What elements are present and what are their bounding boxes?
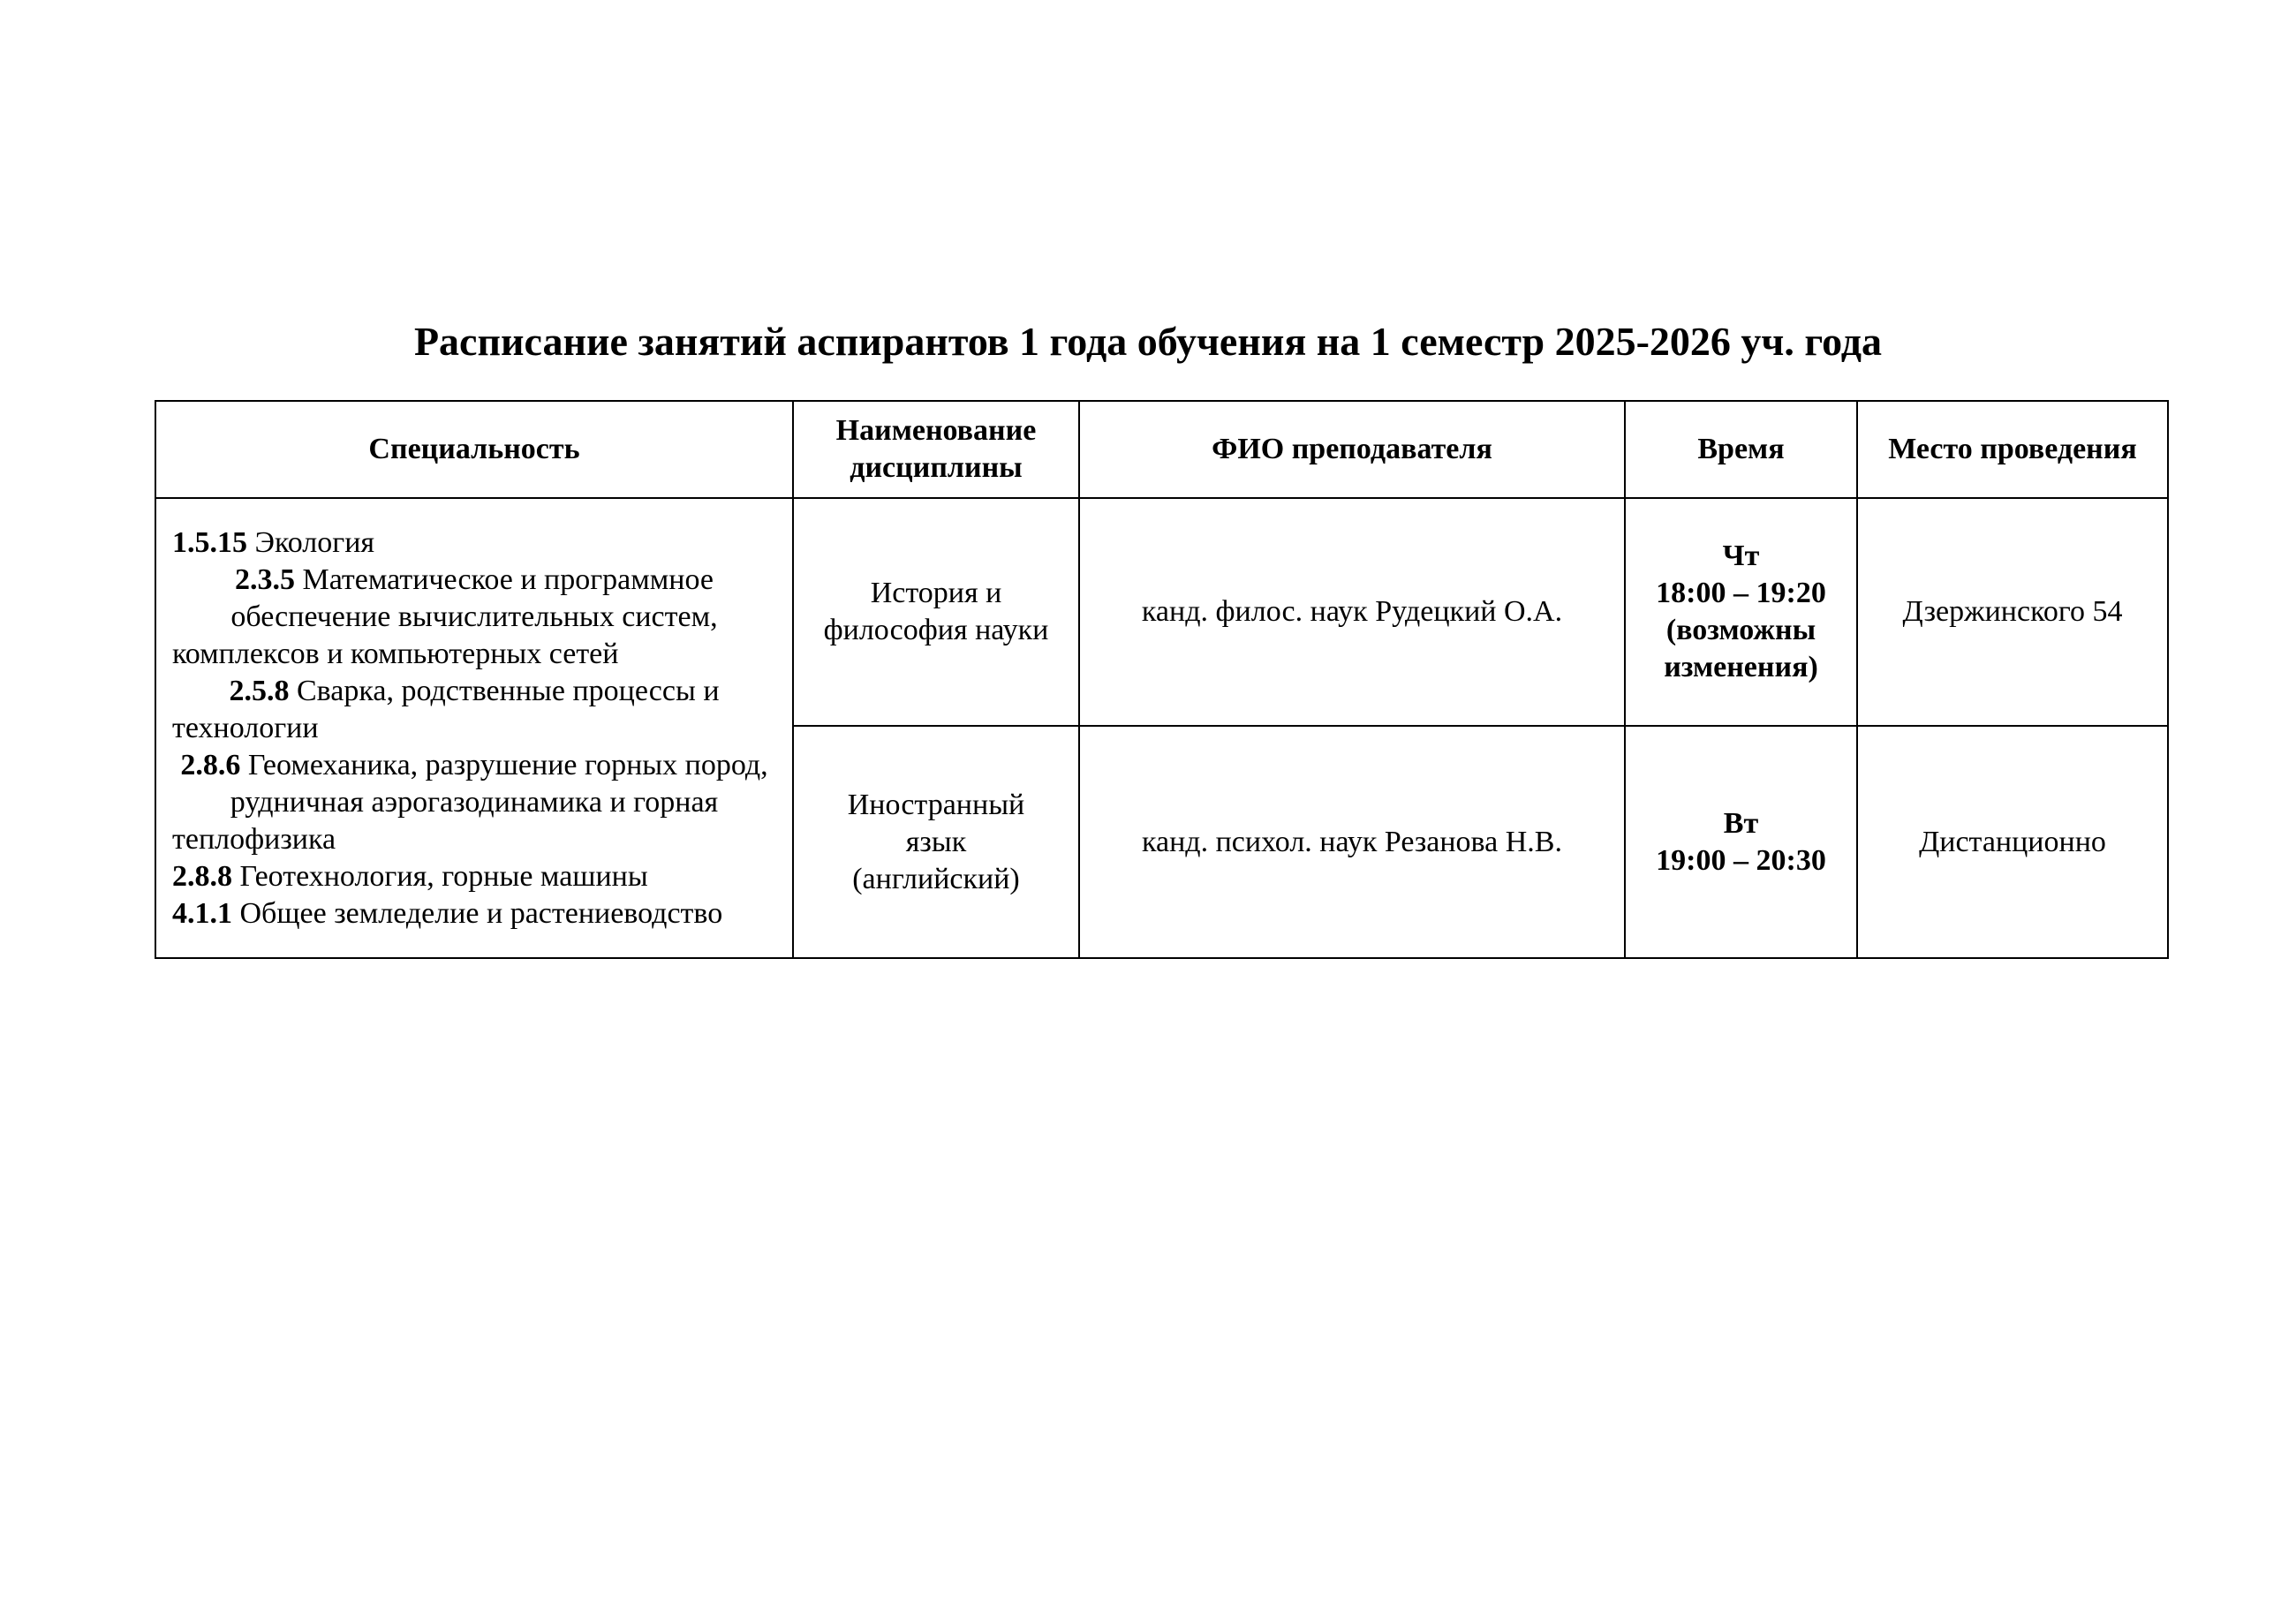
time-day: Чт xyxy=(1722,540,1760,572)
header-place: Место проведения xyxy=(1857,401,2168,498)
specialty-code: 2.3.5 xyxy=(234,562,295,596)
header-row xyxy=(155,401,2168,498)
time-cell xyxy=(1625,726,1857,958)
specialty-item xyxy=(172,562,776,673)
header-discipline-line1: Наименование xyxy=(835,414,1037,447)
specialty-item xyxy=(172,858,776,895)
discipline-line: История и xyxy=(870,577,1002,609)
specialty-name: Геотехнология, горные машины xyxy=(239,859,648,893)
time-range: 18:00 – 19:20 xyxy=(1656,577,1826,609)
time-note: изменения) xyxy=(1664,651,1818,683)
header-discipline xyxy=(793,401,1079,498)
specialty-code: 2.8.8 xyxy=(172,859,232,893)
specialty-item xyxy=(172,895,776,932)
specialty-code: 2.8.6 xyxy=(180,748,241,781)
specialty-name: Экология xyxy=(254,525,375,559)
time-range: 19:00 – 20:30 xyxy=(1656,843,1826,877)
specialty-name: Сварка, родственные процессы и технологии xyxy=(172,674,720,744)
specialty-code: 2.5.8 xyxy=(229,674,290,707)
discipline-line: (английский) xyxy=(852,862,1020,895)
table-header xyxy=(155,401,2168,498)
page-title: Расписание занятий аспирантов 1 года обучения на 1 семестр 2025-2026 уч. года xyxy=(413,319,1883,364)
teacher-cell: канд. филос. наук Рудецкий О.А. xyxy=(1079,498,1625,726)
specialty-name: Геомеханика, разрушение горных пород, рудничная аэрогазодинамика и горная теплофизика xyxy=(172,748,768,856)
header-specialty: Специальность xyxy=(155,401,793,498)
place-cell: Дистанционно xyxy=(1857,726,2168,958)
specialty-name: Общее земледелие и растениеводство xyxy=(239,896,723,930)
time-cell xyxy=(1625,498,1857,726)
discipline-cell xyxy=(793,498,1079,726)
place-cell: Дзержинского 54 xyxy=(1857,498,2168,726)
discipline-line: язык xyxy=(905,825,967,858)
specialty-item xyxy=(172,525,776,562)
specialty-item xyxy=(172,747,776,858)
specialty-name: Математическое и программное обеспечение вычислительных систем, комплексов и компьютерных сетей xyxy=(172,562,718,670)
time-note: (возможны xyxy=(1665,614,1816,646)
specialty-code: 1.5.15 xyxy=(172,525,247,559)
discipline-line: философия науки xyxy=(823,614,1049,646)
header-discipline-line2: дисциплины xyxy=(850,451,1023,484)
header-teacher: ФИО преподавателя xyxy=(1079,401,1625,498)
discipline-line: Иностранный xyxy=(847,788,1025,821)
specialty-item xyxy=(172,673,776,747)
time-day: Вт xyxy=(1723,806,1759,840)
header-time: Время xyxy=(1625,401,1857,498)
specialty-list-cell xyxy=(155,498,793,958)
table-row xyxy=(155,498,2168,726)
teacher-cell: канд. психол. наук Резанова Н.В. xyxy=(1079,726,1625,958)
schedule-table xyxy=(155,400,2169,959)
specialty-code: 4.1.1 xyxy=(172,896,232,930)
discipline-cell xyxy=(793,726,1079,958)
